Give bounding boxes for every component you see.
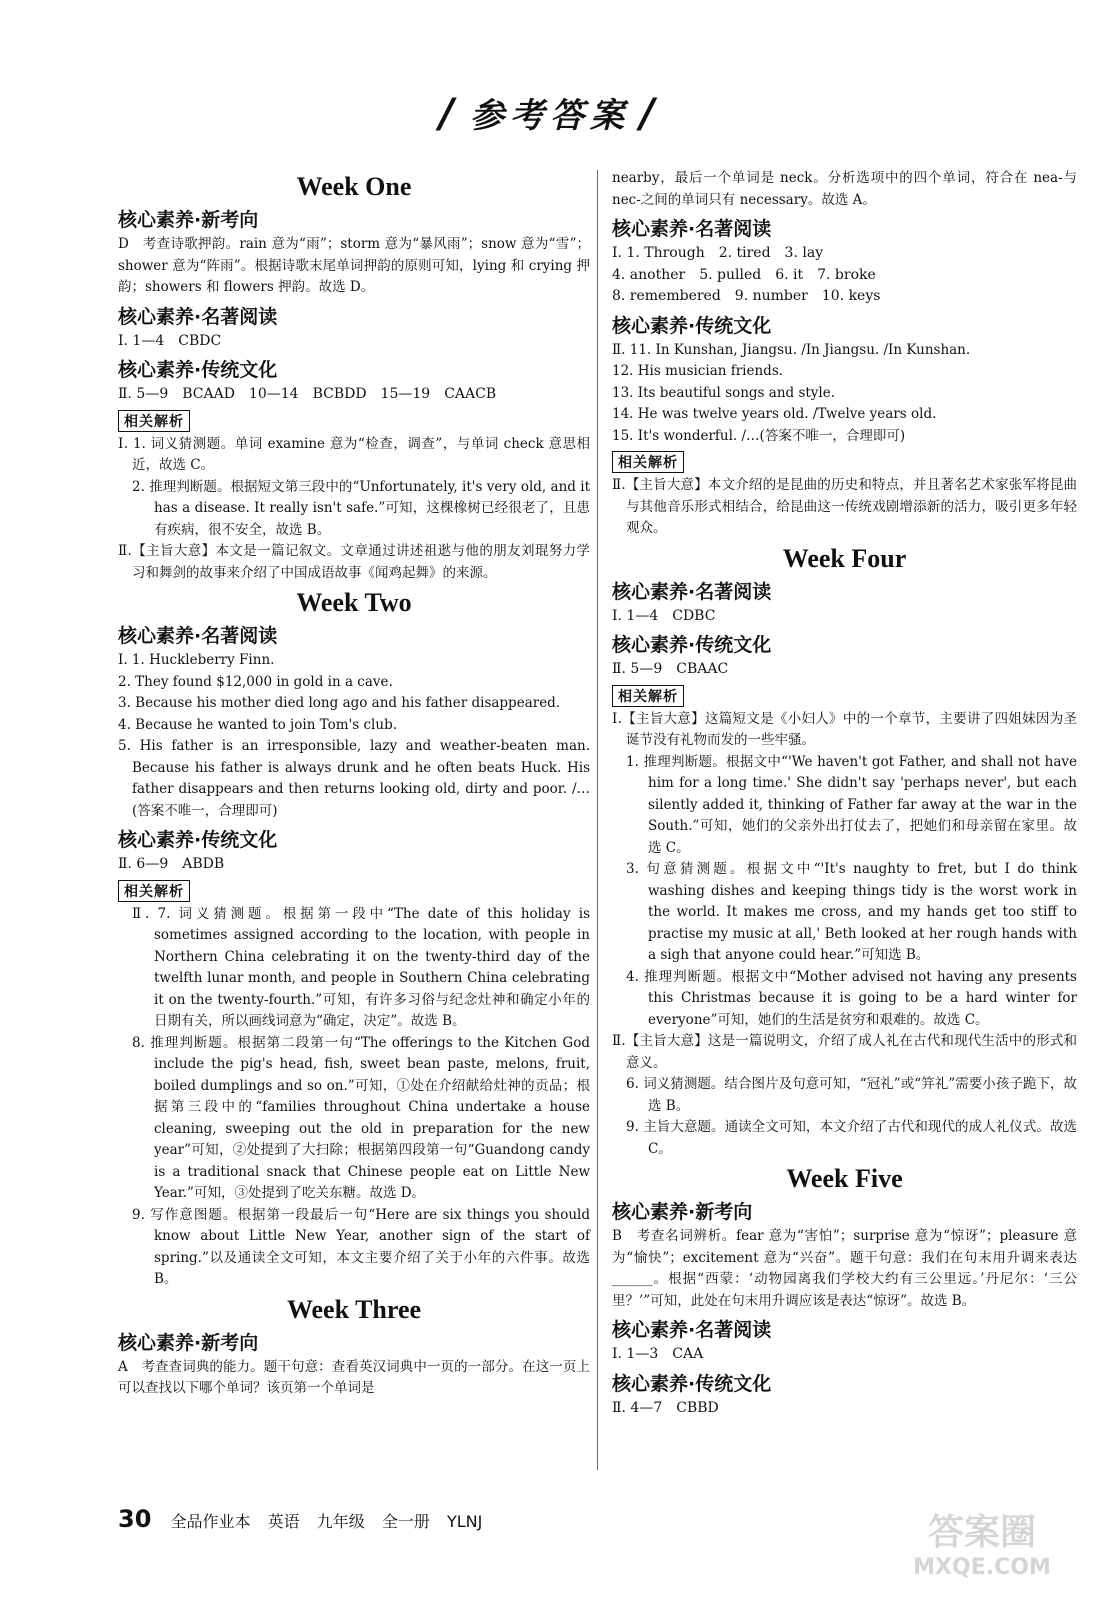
answer-line: 15. It's wonderful. /…(答案不唯一，合理即可) [612,427,906,444]
subject: 英语 [267,1512,300,1531]
answer-key: Ⅱ. 5—9 CBAAC [612,661,729,677]
section-heading: 核心素养·传统文化 [118,829,278,851]
page-number: 30 [118,1505,152,1533]
answer-line: 5. His father is an irresponsible, lazy and weather-beaten man. Because his father is always drunk and he often beats Huck. His father disappears and then returns looking old, dirty and poor. /…(答案不唯一，合理即可) [118,738,590,819]
answer-key: Ⅱ. 4—7 CBBD [612,1399,719,1416]
week-one-title: Week One [296,172,412,201]
answer-key: Ⅰ. 1—4 CBDC [118,332,222,349]
explanation: 1. 推理判断题。根据文中“'We haven't got Father, and shall not have him for a long time.' She didn't say 'perhaps never', but each silently added it, thinking of Father far away at the war in the South.”可知，她们的父亲外出打仗去了，把她们和母亲留在家里。故选 C。 [626,753,1077,856]
answer-key: Ⅰ. 1—4 CDBC [612,607,716,624]
answer-line: 14. He was twelve years old. /Twelve years old. [612,406,937,422]
right-column [612,168,1077,1419]
answer-line: Ⅰ. 1. Huckleberry Finn. [118,652,275,668]
column-divider [597,170,598,1470]
analysis-tag: 相关解析 [118,410,190,432]
answer-key: 4. another 5. pulled 6. it 7. broke [612,266,876,283]
section-heading: 核心素养·传统文化 [612,634,772,656]
section-heading: 核心素养·名著阅读 [612,1319,772,1341]
grade: 九年级 [316,1512,365,1531]
left-column [118,168,590,1400]
answer-line: 2. They found $12,000 in gold in a cave. [118,673,393,690]
edition: YLNJ [446,1512,483,1531]
page-title: / 参考答案 / [439,91,661,137]
answer-line: 12. His musician friends. [612,363,784,379]
explanation: 3. 句意猜测题。根据文中“'It's naughty to fret, but I do think washing dishes and keeping things tidy is the worst work in the world. It makes me cross, and my hands get too stiff to practise my music at all,' Beth looked at her rough hands with a sigh that anyone could hear.”可知选 B。 [626,861,1077,963]
section-heading: 核心素养·传统文化 [118,359,278,381]
section-heading: 核心素养·传统文化 [612,314,772,337]
answer-line: 4. Because he wanted to join Tom's club. [118,716,397,733]
answer-text: B 考查名词辨析。fear 意为“害怕”；surprise 意为“惊讶”；pleasure 意为“愉快”；excitement 意为“兴奋”。题干句意：我们在句末用升调来表达______。根据“西蒙：‘动物园离我们学校大约有三公里远。’丹尼尔：‘三公里？’”可知，此处在句末用升调应该是表达“惊讶”。故选 B。 [612,1228,1077,1309]
watermark-text: 答案圈 [927,1512,1037,1553]
explanation: 9. 主旨大意题。通读全文可知，本文介绍了古代和现代的成人礼仪式。故选 C。 [626,1119,1077,1157]
explanation: Ⅱ. 7. 词义猜测题。根据第一段中“The date of this holiday is sometimes assigned according to the location, with people in Northern China celebrating it on the twenty-third day of the twelfth lunar month, and people in Southern China celebrating it on the twenty-fourth.”可知，有许多习俗与纪念灶神和确定小年的日期有关，所以画线词意为“确定，决定”。故选 B。 [132,905,590,1029]
section-heading: 核心素养·名著阅读 [118,625,278,647]
answer-line: Ⅱ. 11. In Kunshan, Jiangsu. /In Jiangsu. /In Kunshan. [612,341,971,358]
page-header [0,88,1100,137]
explanation: 2. 推理判断题。根据短文第三段中的“Unfortunately, it's very old, and it has a disease. It really isn't safe.”可知，这棵橡树已经很老了，且患有疾病，很不安全，故选 B。 [132,478,590,538]
answer-key: Ⅱ. 6—9 ABDB [118,856,225,872]
section-heading: 核心素养·新考向 [118,1331,259,1354]
explanation: 6. 词义猜测题。结合图片及句意可知，“冠礼”或“笄礼”需要小孩子跪下，故选 B。 [626,1076,1077,1114]
analysis-tag: 相关解析 [118,880,190,902]
explanation: 8. 推理判断题。根据第二段第一句“The offerings to the Kitchen God include the pig's head, fish, sweet bean paste, melons, fruit, boiled dumplings and so on.”可知，①处在介绍献给灶神的贡品；根据第三段中的“families throughout China undertake a house cleaning, sweeping out the old in preparation for the new year”可知，②处提到了大扫除；根据第四段第一句“Guandong candy is a traditional snack that Chinese people eat on Little New Year.”可知，③处提到了吃关东糖。故选 D。 [132,1034,590,1201]
answer-key: Ⅱ. 5—9 BCAAD 10—14 BCBDD 15—19 CAACB [118,386,497,402]
section-heading: 核心素养·名著阅读 [612,218,772,240]
section-heading: 核心素养·新考向 [118,209,259,231]
explanation: Ⅱ.【主旨大意】本文介绍的是昆曲的历史和特点，并且著名艺术家张军将昆曲与其他音乐形式相结合，给昆曲这一传统戏剧增添新的活力，吸引更多年轻观众。 [612,477,1077,536]
answer-line: 3. Because his mother died long ago and his father disappeared. [118,695,561,711]
answer-key: Ⅰ. 1. Through 2. tired 3. lay [612,245,824,261]
week-four-title: Week Four [782,543,907,573]
volume: 全一册 [381,1512,430,1531]
watermark-url: MXQE.COM [913,1555,1051,1580]
book-name: 全品作业本 [170,1512,251,1531]
watermark-logo [885,1502,1080,1580]
explanation: Ⅱ.【主旨大意】这是一篇说明文，介绍了成人礼在古代和现代生活中的形式和意义。 [612,1033,1077,1071]
answer-text: D 考查诗歌押韵。rain 意为“雨”；storm 意为“暴风雨”；snow 意为“雪”；shower 意为“阵雨”。根据诗歌末尾单词押韵的原则可知，lying 和 crying 押韵；showers 和 flowers 押韵。故选 D。 [118,236,590,295]
explanation: Ⅰ. 1. 词义猜测题。单词 examine 意为“检查，调查”，与单词 check 意思相近，故选 C。 [118,435,590,473]
section-heading: 核心素养·传统文化 [612,1372,772,1395]
week-three-title: Week Three [286,1294,422,1324]
explanation: 4. 推理判断题。根据文中“Mother advised not having any presents this Christmas because it is going to be a hard winter for everyone”可知，她们的生活是贫穷和艰难的。故选 C。 [626,968,1077,1028]
explanation: Ⅰ.【主旨大意】这篇短文是《小妇人》中的一个章节，主要讲了四姐妹因为圣诞节没有礼物而发的一些牢骚。 [612,710,1077,748]
explanation: 9. 写作意图题。根据第一段最后一句“Here are six things you should know about Little New Year, another sign of the start of spring.”以及通读全文可知，本文主要介绍了关于小年的六件事。故选 B。 [132,1206,590,1287]
week-five-title: Week Five [786,1164,903,1193]
answer-line: 13. Its beautiful songs and style. [612,384,836,401]
page-footer [118,1505,494,1533]
analysis-tag: 相关解析 [612,451,684,473]
section-heading: 核心素养·新考向 [612,1201,753,1223]
answer-key: 8. remembered 9. number 10. keys [612,288,881,304]
section-heading: 核心素养·名著阅读 [612,580,772,603]
explanation: Ⅱ.【主旨大意】本文是一篇记叙文。文章通过讲述祖逖与他的朋友刘琨努力学习和舞剑的故事来介绍了中国成语故事《闻鸡起舞》的来源。 [118,543,590,581]
answer-text: A 考查查词典的能力。题干句意：查看英汉词典中一页的一部分。在这一页上可以查找以下哪个单词？该页第一个单词是 [118,1358,590,1396]
section-heading: 核心素养·名著阅读 [118,305,278,328]
analysis-tag: 相关解析 [612,685,684,707]
answer-key: Ⅰ. 1—3 CAA [612,1346,704,1362]
week-two-title: Week Two [296,588,412,617]
answer-text: nearby，最后一个单词是 neck。分析选项中的四个单词，符合在 nea-与 nec-之间的单词只有 necessary。故选 A。 [612,170,1077,208]
